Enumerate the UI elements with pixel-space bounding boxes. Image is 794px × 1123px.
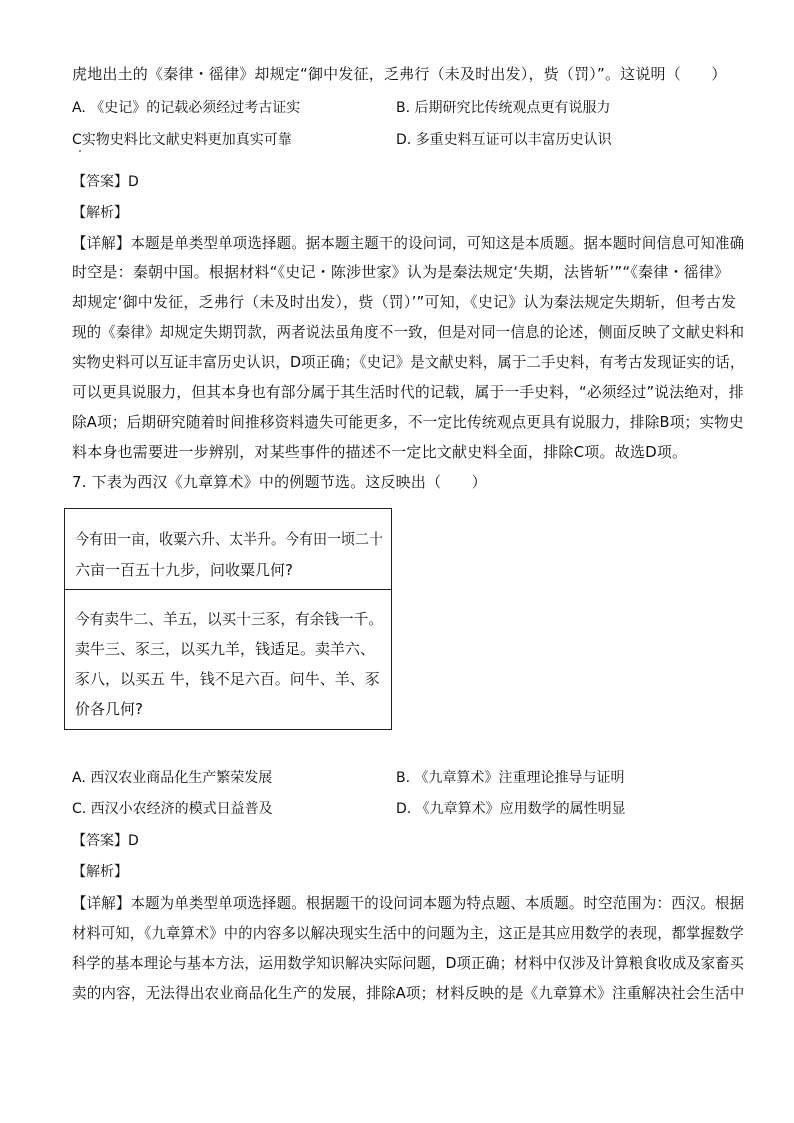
table-row2-line: 今有卖牛二、羊五，以买十三豕，有余钱一千。 bbox=[75, 610, 384, 628]
q6-option-a: A. 《史记》的记载必须经过考古证实 bbox=[72, 100, 301, 116]
q6-option-d: D. 多重史料互证可以丰富历史认识 bbox=[396, 132, 612, 148]
q7-analysis-label: 【解析】 bbox=[72, 864, 128, 880]
q6-detail-line: 可以更具说服力，但其本身也有部分属于其生活时代的记载，属于一手史料，“必须经过”说法绝对，排 bbox=[72, 383, 744, 401]
q6-detail-line: 料本身也需要进一步辨别，对某些事件的描述不一定比文献史料全面，排除C项。故选D项。 bbox=[72, 443, 688, 461]
stray-dot bbox=[79, 150, 81, 152]
q6-option-c: C实物史料比文献史料更加真实可靠 bbox=[72, 132, 292, 148]
q6-detail-line: 【详解】本题是单类型单项选择题。据本题主题干的设问词，可知这是本质题。据本题时间信息可知准确 bbox=[72, 234, 745, 252]
q6-detail-line: 除A项；后期研究随着时间推移资料遗失可能更多，不一定比传统观点更具有说服力，排除B项；实物史 bbox=[72, 413, 744, 431]
q7-option-c: C. 西汉小农经济的模式日益普及 bbox=[72, 801, 273, 817]
q7-detail-line: 卖的内容，无法得出农业商品化生产的发展，排除A项；材料反映的是《九章算术》注重解决社会生活中 bbox=[72, 984, 745, 1002]
q6-option-b: B. 后期研究比传统观点更有说服力 bbox=[396, 100, 611, 116]
table-row1-line: 六亩一百五十九步，问收粟几何? bbox=[75, 561, 293, 579]
q7-detail-line: 【详解】本题为单类型单项选择题。根据题干的设问词本题为特点题、本质题。时空范围为：西汉。根据 bbox=[72, 894, 745, 912]
q6-analysis-label: 【解析】 bbox=[72, 205, 128, 221]
q6-stem: 虎地出土的《秦律・徭律》却规定“御中发征，乏弗行（未及时出发），赀（罚）”。这说明（ ） bbox=[72, 65, 727, 83]
q6-detail-line: 时空是：秦朝中国。根据材料“《史记・陈涉世家》认为是秦法规定‘失期，法皆斩’”“《秦律・徭律》 bbox=[72, 263, 730, 281]
table-row1-line: 今有田一亩，收粟六升、太半升。今有田一顷二十 bbox=[75, 530, 384, 548]
q7-detail-line: 科学的基本理论与基本方法，运用数学知识解决实际问题，D项正确；材料中仅涉及计算粮食收成及家畜买 bbox=[72, 954, 744, 972]
table-divider bbox=[65, 589, 391, 590]
q6-answer: 【答案】D bbox=[72, 174, 139, 190]
table-row2-line: 卖牛三、豕三，以买九羊，钱适足。卖羊六、 bbox=[75, 640, 376, 658]
q7-option-a: A. 西汉农业商品化生产繁荣发展 bbox=[72, 770, 273, 786]
q7-detail-line: 材料可知，《九章算术》中的内容多以解决现实生活中的问题为主，这正是其应用数学的表现，都掌握数学 bbox=[72, 924, 744, 942]
q6-detail-line: 实物史料可以互证丰富历史认识，D项正确；《史记》是文献史料，属于二手史料，有考古发现证实的话， bbox=[72, 353, 745, 371]
excerpt-table bbox=[64, 508, 392, 730]
q6-detail-line: 却规定‘御中发征，乏弗行（未及时出发），赀（罚）’”可知，《史记》认为秦法规定失期斩，但考古发 bbox=[72, 293, 737, 311]
q7-option-b: B. 《九章算术》注重理论推导与证明 bbox=[396, 770, 625, 786]
table-row2-line: 豕八，以买五 牛，钱不足六百。问牛、羊、豕 bbox=[75, 670, 380, 688]
q7-answer: 【答案】D bbox=[72, 833, 139, 849]
q6-detail-line: 现的《秦律》却规定失期罚款，两者说法虽角度不一致，但是对同一信息的论述，侧面反映了文献史料和 bbox=[72, 323, 745, 341]
table-row2-line: 价各几何? bbox=[75, 700, 143, 718]
q7-stem: 7. 下表为西汉《九章算术》中的例题节选。这反映出（ ） bbox=[72, 473, 487, 491]
q7-option-d: D. 《九章算术》应用数学的属性明显 bbox=[396, 801, 626, 817]
